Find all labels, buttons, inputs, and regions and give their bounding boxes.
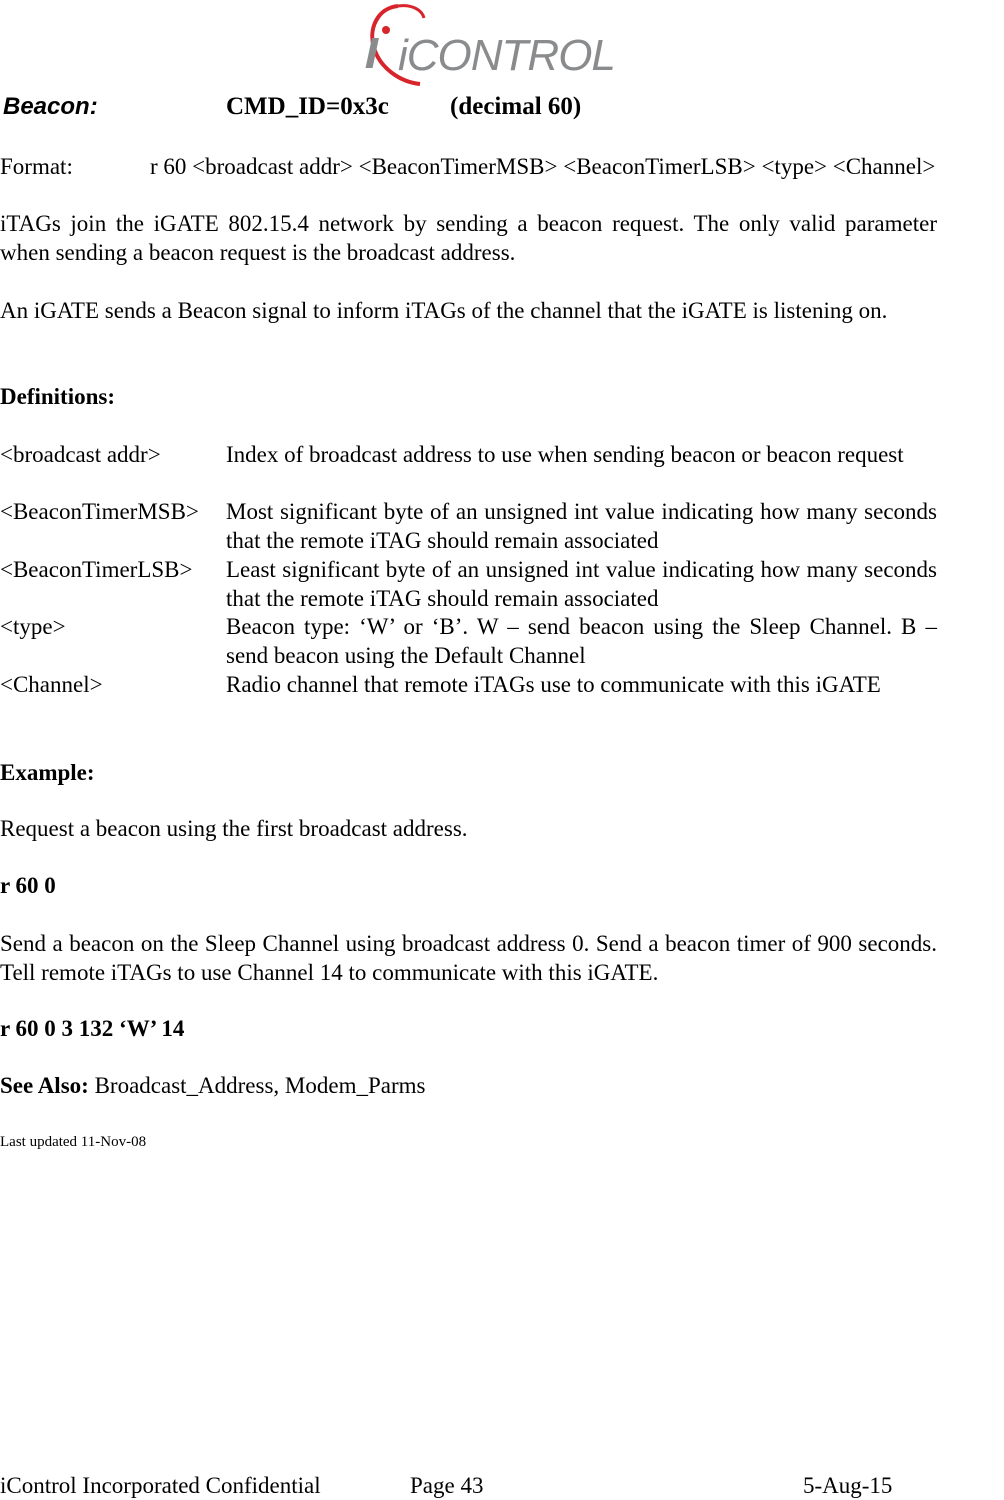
command-name: Beacon: (3, 93, 98, 120)
intro-paragraph-2: An iGATE sends a Beacon signal to inform iTAGs of the channel that the iGATE is listening on. (0, 298, 888, 323)
command-title (0, 92, 1004, 124)
def-text-beacon-timer-lsb: Least significant byte of an unsigned int value indicating how many seconds that the remote iTAG should remain associated (226, 557, 937, 611)
def-text-type: Beacon type: ‘W’ or ‘B’. W – send beacon using the Sleep Channel. B – send beacon using the Default Channel (226, 614, 937, 668)
example-2-description: Send a beacon on the Sleep Channel using broadcast address 0. Send a beacon timer of 900 seconds. Tell remote iTAGs to use Channel 14 to communicate with this iGATE. (0, 931, 937, 985)
command-decimal: (decimal 60) (450, 93, 582, 120)
example-1-command: r 60 0 (0, 873, 56, 898)
example-heading: Example: (0, 760, 95, 785)
example-1-description: Request a beacon using the first broadcast address. (0, 816, 468, 841)
def-text-channel: Radio channel that remote iTAGs use to communicate with this iGATE (226, 672, 881, 697)
footer-date: 5-Aug-15 (803, 1473, 893, 1498)
def-term-beacon-timer-msb: <BeaconTimerMSB> (0, 499, 199, 524)
last-updated: Last updated 11-Nov-08 (0, 1134, 147, 1150)
footer-page-number: Page 43 (410, 1473, 484, 1498)
see-also-label: See Also: (0, 1073, 89, 1098)
format-value: r 60 <broadcast addr> <BeaconTimerMSB> <BeaconTimerLSB> <type> <Channel> (150, 154, 936, 179)
footer-company: iControl Incorporated Confidential (0, 1473, 321, 1498)
def-term-channel: <Channel> (0, 672, 103, 697)
see-also-links: Broadcast_Address, Modem_Parms (88, 1073, 426, 1098)
see-also (0, 1071, 425, 1100)
def-term-beacon-timer-lsb: <BeaconTimerLSB> (0, 557, 193, 582)
command-id: CMD_ID=0x3c (226, 93, 389, 120)
def-text-broadcast-addr: Index of broadcast address to use when sending beacon or beacon request (226, 442, 904, 467)
def-text-beacon-timer-msb: Most significant byte of an unsigned int value indicating how many seconds that the remote iTAG should remain associated (226, 499, 937, 553)
svg-text:iCONTROL: iCONTROL (398, 31, 615, 80)
definitions-heading: Definitions: (0, 384, 115, 409)
format-label: Format: (0, 154, 73, 179)
icontrol-logo (360, 0, 615, 86)
intro-paragraph-1: iTAGs join the iGATE 802.15.4 network by sending a beacon request. The only valid parameter when sending a beacon request is the broadcast address. (0, 211, 937, 265)
example-2-command: r 60 0 3 132 ‘W’ 14 (0, 1016, 185, 1041)
def-term-broadcast-addr: <broadcast addr> (0, 442, 161, 467)
def-term-type: <type> (0, 614, 66, 639)
